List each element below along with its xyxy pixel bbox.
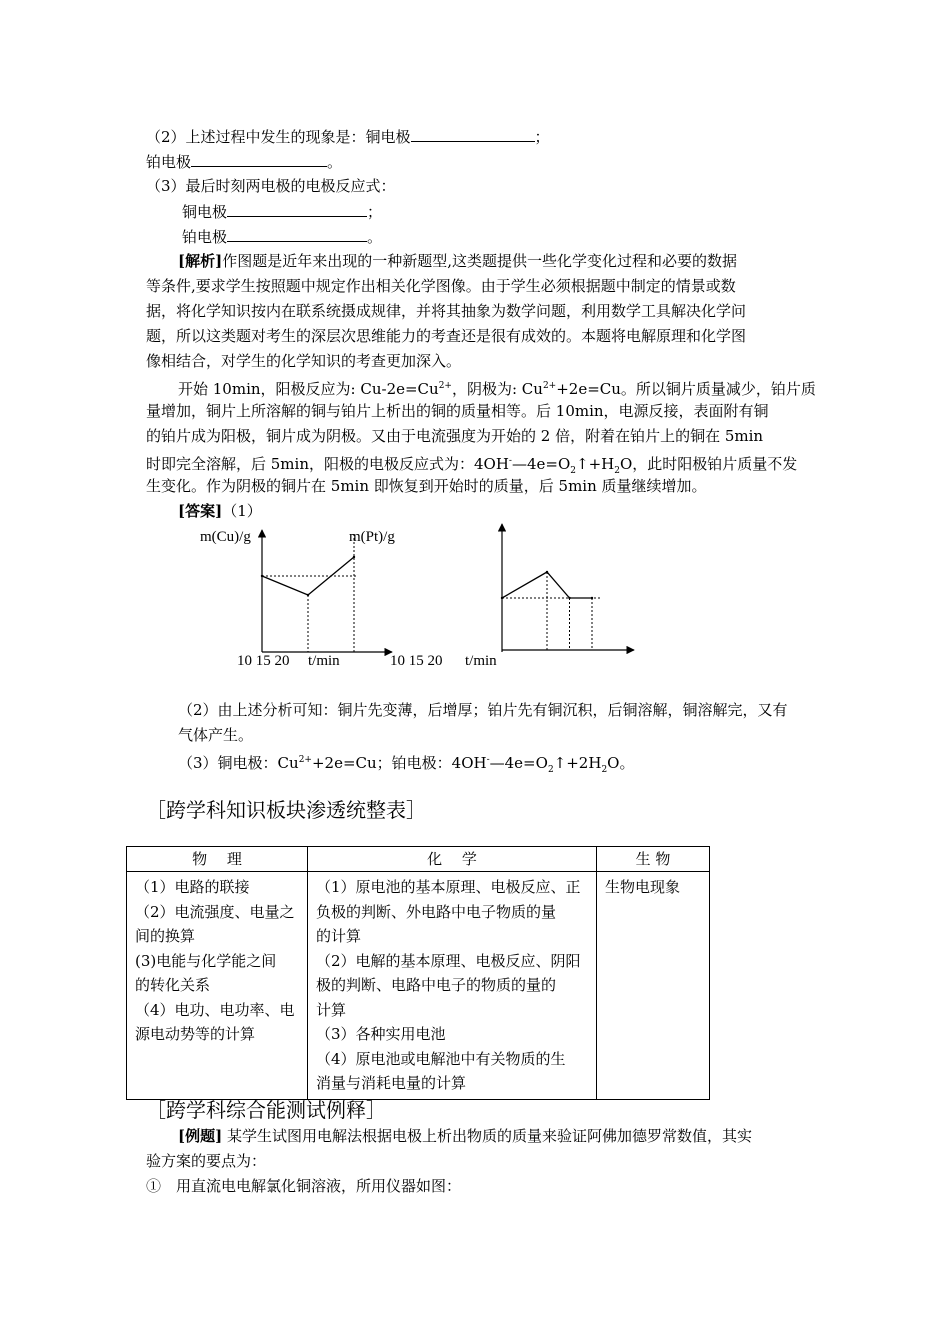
analysis-p2-line-5: 生变化。作为阴极的铜片在 5min 即恢复到开始时的质量，后 5min 质量继续增加。 xyxy=(146,477,707,495)
table-header-row xyxy=(127,847,710,872)
physics-item: 源电动势等的计算 xyxy=(135,1025,256,1043)
analysis-p2-line-4: 时即完全溶解，后 5min，阳极的电极反应式为：$4OH^-—4e=O_2↑+H_2O$，此时阳极铂片质量不发 xyxy=(146,455,798,476)
pt-x-tick-labels: 10 15 20 xyxy=(390,653,443,669)
answer-heading: [答案]（1） xyxy=(178,502,262,520)
chemistry-item: 负极的判断、外电路中电子物质的量 xyxy=(316,902,557,921)
example-line-1: [例题] 某学生试图用电解法根据电极上析出物质的质量来验证阿佛加德罗常数值，其实 xyxy=(178,1127,752,1145)
analysis-line-1: [解析]作图题是近年来出现的一种新题型,这类题提供一些化学变化过程和必要的数据 xyxy=(178,252,737,270)
pt-data-point xyxy=(501,597,503,599)
physics-item: （4）电功、电功率、电 xyxy=(135,1000,295,1019)
analysis-line-4: 题，所以这类题对考生的深层次思维能力的考查还是很有成效的。本题将电解原理和化学图 xyxy=(146,327,747,345)
example-line-2: 验方案的要点为： xyxy=(146,1152,267,1170)
pt-x-axis-label: t/min xyxy=(465,653,497,669)
knowledge-table xyxy=(126,846,710,1100)
physics-cell xyxy=(127,872,308,1100)
physics-item: （1）电路的联接 xyxy=(135,878,250,896)
chemistry-item: 消量与消耗电量的计算 xyxy=(316,1074,467,1092)
answer-2-line-2: 气体产生。 xyxy=(178,726,254,744)
pt-data-point xyxy=(591,597,593,599)
chemistry-item: （1）原电池的基本原理、电极反应、正 xyxy=(316,878,581,896)
chemistry-item: （2）电解的基本原理、电极反应、阴阳 xyxy=(316,951,581,970)
section-title-examples: ［跨学科综合能测试例释］ xyxy=(146,1098,386,1122)
analysis-p2-line-1: 开始 10min，阳极反应为: $Cu-2e=Cu^{2+}$，阴极为: $Cu^{2+}+2e=Cu$。所以铜片质量减少，铂片质 xyxy=(178,380,816,398)
q3-cu-line: 铜电极 ； xyxy=(182,203,383,221)
answer-blank[interactable] xyxy=(411,126,535,142)
cu-y-axis-label: m(Cu)/g xyxy=(200,529,251,545)
header-biology: 生 物 xyxy=(597,847,710,872)
chemistry-item: （4）原电池或电解池中有关物质的生 xyxy=(316,1049,566,1068)
biology-cell xyxy=(597,872,710,1100)
analysis-line-5: 像相结合，对学生的化学知识的考查更加深入。 xyxy=(146,352,462,370)
header-physics: 物 理 xyxy=(127,847,308,872)
chemistry-item: （3）各种实用电池 xyxy=(316,1025,446,1043)
answer-charts xyxy=(190,520,660,670)
analysis-line-2: 等条件,要求学生按照题中规定作出相关化学图像。由于学生必须根据题中制定的情景或数 xyxy=(146,277,736,295)
cu-data-point xyxy=(307,594,309,596)
cu-data-point xyxy=(353,556,355,558)
cu-x-axis-label: t/min xyxy=(308,653,340,669)
answer-blank[interactable] xyxy=(191,151,327,167)
pt-y-axis-label: m(Pt)/g xyxy=(349,529,395,545)
cu-x-tick-labels: 10 15 20 xyxy=(237,653,290,669)
chemistry-cell xyxy=(308,872,597,1100)
analysis-line-3: 据，将化学知识按内在联系统摄成规律，并将其抽象为数学问题，利用数学工具解决化学问 xyxy=(146,302,747,320)
q3-pt-line: 铂电极 。 xyxy=(182,228,383,246)
chemistry-item: 极的判断、电路中电子的物质的量的 xyxy=(316,976,557,994)
table-row xyxy=(127,872,710,1100)
q2-line-2: 铂电极 。 xyxy=(146,153,343,171)
cu-data-point xyxy=(261,575,263,577)
physics-item: 间的换算 xyxy=(135,927,196,945)
analysis-p2-line-2: 量增加，铜片上所溶解的铜与铂片上析出的铜的质量相等。后 10min，电源反接，表面附有铜 xyxy=(146,402,769,420)
answer-2-line-1: （2）由上述分析可知：铜片先变薄，后增厚；铂片先有铜沉积，后铜溶解，铜溶解完，又有 xyxy=(178,701,788,719)
section-title-knowledge: ［跨学科知识板块渗透统整表］ xyxy=(146,798,426,822)
physics-item: 的转化关系 xyxy=(135,976,211,994)
cu-mass-chart xyxy=(200,529,392,652)
q3-title: （3）最后时刻两电极的电极反应式： xyxy=(146,177,396,195)
answer-blank[interactable] xyxy=(227,201,367,217)
header-chemistry: 化 学 xyxy=(308,847,597,872)
physics-item: (3)电能与化学能之间 xyxy=(135,951,277,970)
chemistry-item: 的计算 xyxy=(316,927,362,945)
answer-blank[interactable] xyxy=(227,226,367,242)
example-line-3: ① 用直流电电解氯化铜溶液，所用仪器如图： xyxy=(146,1177,462,1195)
analysis-p2-line-3: 的铂片成为阳极，铜片成为阴极。又由于电流强度为开始的 2 倍，附着在铂片上的铜在 5min xyxy=(146,427,764,445)
q2-line-1: （2）上述过程中发生的现象是：铜电极 ； xyxy=(146,128,550,146)
pt-data-point xyxy=(568,597,570,599)
physics-item: （2）电流强度、电量之 xyxy=(135,902,295,921)
biology-item: 生物电现象 xyxy=(605,878,681,896)
pt-data-point xyxy=(546,571,548,573)
pt-mass-chart xyxy=(349,524,634,652)
chemistry-item: 计算 xyxy=(316,1000,347,1019)
answer-3-line: （3）铜电极：$Cu^{2+}+2e=Cu$；铂电极：$4OH^-—4e=O_2↑+2H_2O$。 xyxy=(178,754,635,775)
